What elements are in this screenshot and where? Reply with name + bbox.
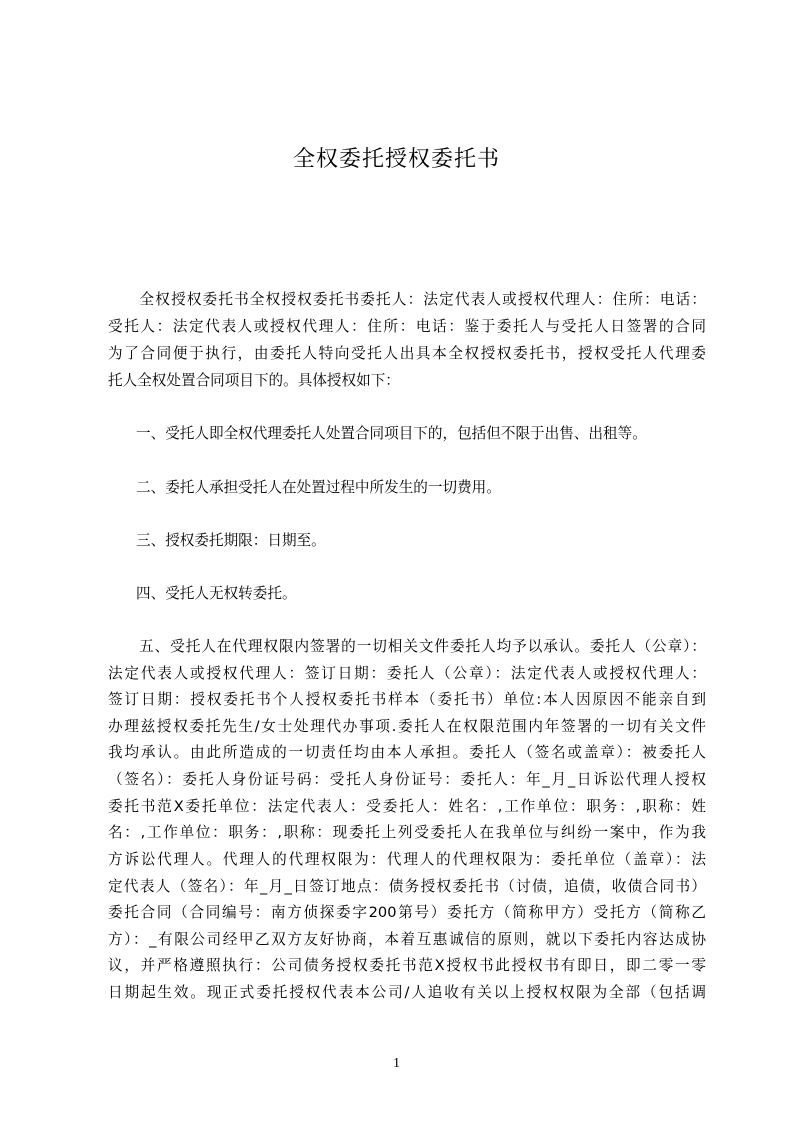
text-line: 定代表人（签名）：年_月_日签订地点：债务授权委托书（讨债，追债，收债合同书） <box>108 878 706 895</box>
clause-1: 一、受托人即全权代理委托人处置合同项目下的，包括但不限于出售、出租等。 <box>136 425 647 442</box>
clause-2: 二、委托人承担受托人在处置过程中所发生的一切费用。 <box>136 479 501 496</box>
text-line: 受托人：法定代表人或授权代理人：住所：电话：鉴于委托人与受托人日签署的合同 <box>108 318 706 335</box>
text-line: 为了合同便于执行，由委托人特向受托人出具本全权授权委托书，授权受托人代理委 <box>108 345 706 362</box>
text-line: 方）：_有限公司经甲乙双方友好协商，本着互惠诚信的原则，就以下委托内容达成协 <box>108 931 706 948</box>
text-line: 日期起生效。现正式委托授权代表本公司/人追收有关以上授权权限为全部（包括调 <box>108 984 706 1001</box>
text-line: 方诉讼代理人。代理人的代理权限为：代理人的代理权限为：委托单位（盖章）：法 <box>108 851 706 868</box>
text-line: 法定代表人或授权代理人：签订日期：委托人（公章）：法定代表人或授权代理人： <box>108 665 706 682</box>
text-line: 名：,工作单位：职务：,职称：现委托上列受委托人在我单位与纠纷一案中，作为我 <box>108 824 706 841</box>
text-line: 签订日期：授权委托书个人授权委托书样本（委托书）单位:本人因原因不能亲自到 <box>108 691 706 708</box>
text-line: 全权授权委托书全权授权委托书委托人：法定代表人或授权代理人：住所：电话： <box>108 291 706 308</box>
text-line: 五、受托人在代理权限内签署的一切相关文件委托人均予以承认。委托人（公章）： <box>108 638 706 655</box>
document-title: 全权委托授权委托书 <box>292 147 500 172</box>
clause-4: 四、受托人无权转委托。 <box>136 585 297 602</box>
text-line: 办理兹授权委托先生/女士处理代办事项.委托人在权限范围内年签署的一切有关文件 <box>108 718 706 735</box>
text-line: 委托合同（合同编号：南方侦探委字200第号）委托方（简称甲方）受托方（简称乙 <box>108 904 706 921</box>
text-line: 我均承认。由此所造成的一切责任均由本人承担。委托人（签名或盖章）：被委托人 <box>108 744 706 761</box>
text-line: 托人全权处置合同项目下的。具体授权如下： <box>108 372 400 389</box>
page-number: 1 <box>393 1056 400 1071</box>
text-line: 委托书范X委托单位：法定代表人：受委托人：姓名：,工作单位：职务：,职称：姓 <box>108 798 706 815</box>
clause-3: 三、授权委托期限：日期至。 <box>136 532 326 549</box>
text-line: 议，并严格遵照执行：公司债务授权委托书范X授权书此授权书有即日，即二零一零 <box>108 957 706 974</box>
text-line: （签名）：委托人身份证号码：受托人身份证号：委托人：年_月_日诉讼代理人授权 <box>108 771 706 788</box>
